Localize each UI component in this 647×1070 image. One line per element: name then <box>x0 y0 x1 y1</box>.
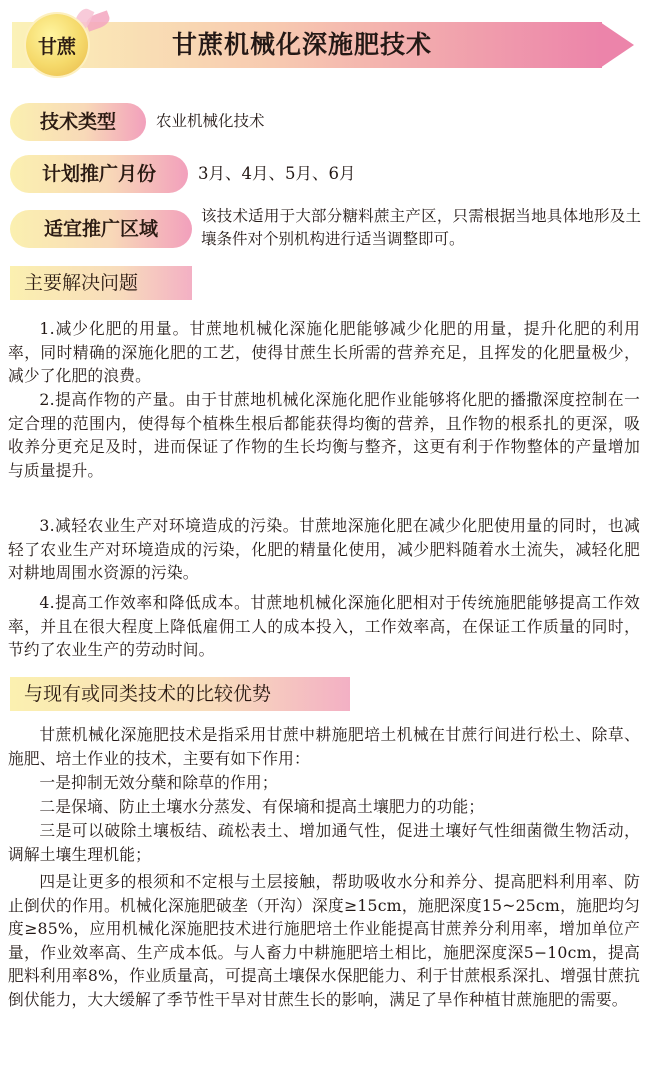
header-banner <box>12 14 634 76</box>
problem-paragraph: 2.提高作物的产量。由于甘蔗地机械化深施化肥作业能够将化肥的播撒深度控制在一定合理的范围内，使得每个植株生根后都能获得均衡的营养，且作物的根系扎的更深，吸收养分更充足及时，进而保证了作物的生长均衡与整齐，这更有利于作物整体的产量增加与质量提升。 <box>8 390 640 480</box>
advantages-heading: 与现有或同类技术的比较优势 <box>10 677 350 711</box>
promo-month-value: 3月、4月、5月、6月 <box>198 164 356 183</box>
promo-month-label: 计划推广月份 <box>10 155 188 193</box>
category-badge: 甘蔗 <box>26 14 88 76</box>
tech-type-label: 技术类型 <box>10 103 146 141</box>
advantage-paragraph: 三是可以破除土壤板结、疏松表土、增加通气性，促进土壤好气性细菌微生物活动，调解土壤生理机能； <box>8 821 640 864</box>
problems-heading: 主要解决问题 <box>10 266 192 300</box>
page-title: 甘蔗机械化深施肥技术 <box>172 30 433 59</box>
advantage-paragraph: 一是抑制无效分蘖和除草的作用； <box>39 773 278 792</box>
problem-paragraph: 1.减少化肥的用量。甘蔗地机械化深施化肥能够减少化肥的用量，提升化肥的利用率，同时精确的深施化肥的工艺，使得甘蔗生长所需的营养充足，且挥发的化肥量极少，减少了化肥的浪费。 <box>8 319 640 386</box>
problem-paragraph: 4.提高工作效率和降低成本。甘蔗地机械化深施化肥相对于传统施肥能够提高工作效率，并且在很大程度上降低雇佣工人的成本投入，工作效率高，在保证工作质量的同时，节约了农业生产的劳动时间。 <box>8 593 640 660</box>
problem-paragraph: 3.减轻农业生产对环境造成的污染。甘蔗地深施化肥在减少化肥使用量的同时，也减轻了农业生产对环境造成的污染，化肥的精量化使用，减少肥料随着水土流失，减轻化肥对耕地周围水资源的污染。 <box>8 516 640 583</box>
promo-region-label: 适宜推广区域 <box>10 210 192 248</box>
advantage-paragraph: 四是让更多的根须和不定根与土层接触，帮助吸收水分和养分、提高肥料利用率、防止倒伏的作用。机械化深施肥破垄（开沟）深度≥15cm，施肥深度15~25cm，施肥均匀度≥85%，应用机械化深施肥技术进行施肥培土作业能提高甘蔗养分利用率，增加单位产量，作业效率高、生产成本低。与人畜力中耕施肥培土相比，施肥深度深5−10cm，提高肥料利用率8%，作业质量高，可提高土壤保水保肥能力、利于甘蔗根系深扎、增强甘蔗抗倒伏能力，大大缓解了季节性干旱对甘蔗生长的影响，满足了旱作种植甘蔗施肥的需要。 <box>8 872 640 1009</box>
tech-type-value: 农业机械化技术 <box>156 112 265 130</box>
advantage-paragraph: 甘蔗机械化深施肥技术是指采用甘蔗中耕施肥培土机械在甘蔗行间进行松土、除草、施肥、培土作业的技术，主要有如下作用： <box>8 725 640 768</box>
promo-region-value: 该技术适用于大部分糖料蔗主产区，只需根据当地具体地形及土壤条件对个别机构进行适当调整即可。 <box>201 207 641 248</box>
advantage-paragraph: 二是保墒、防止土壤水分蒸发、有保墒和提高土壤肥力的功能； <box>39 797 485 816</box>
banner-arrow <box>600 22 634 68</box>
